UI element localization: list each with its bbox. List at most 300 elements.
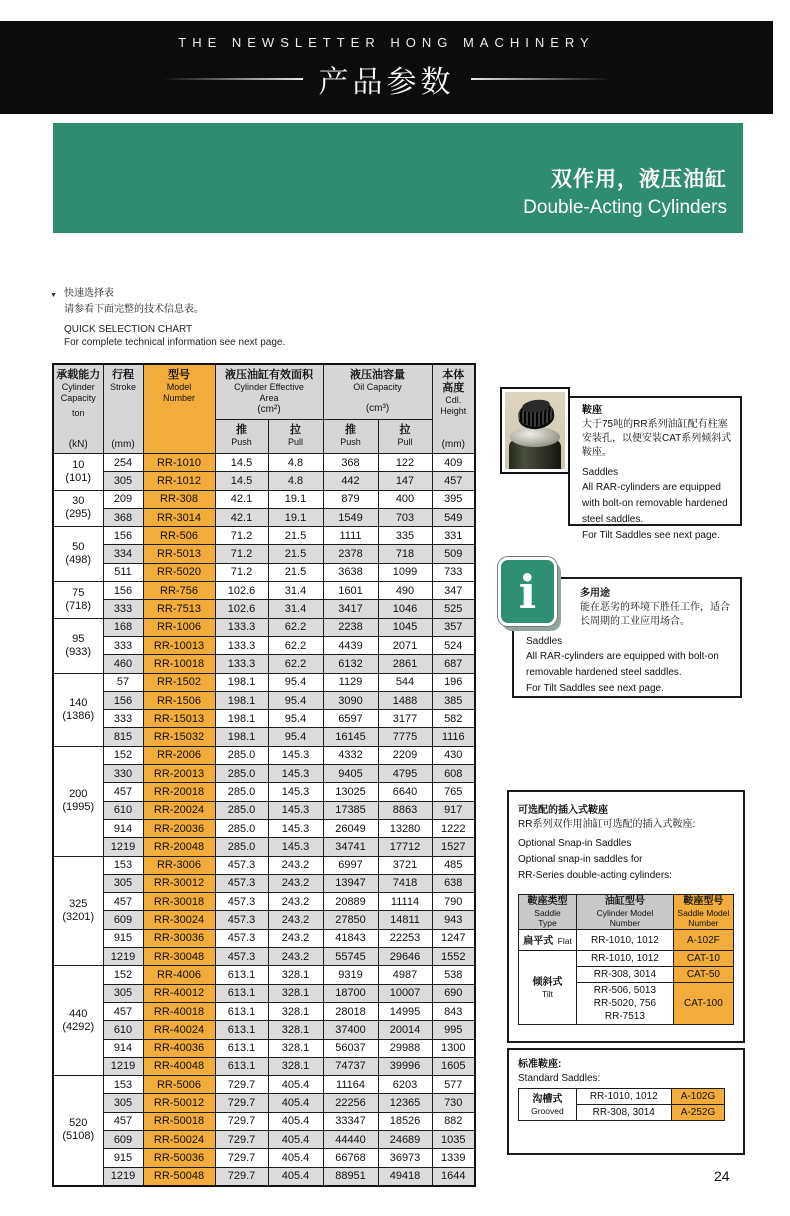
optional-sub-en2: RR-Series double-acting cylinders:: [518, 870, 672, 881]
pull-oil-cell: 3721: [378, 856, 432, 874]
table-row: [53, 1021, 475, 1039]
push-area-cell: 14.5: [215, 472, 268, 490]
pull-oil-cell: 718: [378, 545, 432, 563]
push-oil-cell: 879: [323, 490, 378, 508]
table-row: [53, 1002, 475, 1020]
stroke-cell: 333: [103, 636, 143, 654]
intro-title-zh: 快速选择表: [64, 288, 114, 299]
table-row: [53, 801, 475, 819]
height-cell: 1300: [432, 1039, 475, 1057]
stroke-cell: 609: [103, 911, 143, 929]
push-oil-cell: 22256: [323, 1094, 378, 1112]
push-area-cell: 729.7: [215, 1112, 268, 1130]
stroke-cell: 168: [103, 618, 143, 636]
table-row: [53, 1076, 475, 1094]
stroke-cell: 368: [103, 508, 143, 526]
pull-oil-cell: 490: [378, 582, 432, 600]
height-cell: 943: [432, 911, 475, 929]
table-row: [53, 893, 475, 911]
cylinder-models-cell: RR-1010, 1012: [577, 930, 674, 951]
height-cell: 1339: [432, 1149, 475, 1167]
table-row: [53, 691, 475, 709]
pull-area-cell: 405.4: [268, 1112, 323, 1130]
model-cell: RR-20048: [143, 838, 215, 856]
push-area-cell: 457.3: [215, 856, 268, 874]
page-number: 24: [714, 1168, 730, 1184]
saddle-model-cell: A-102G: [671, 1089, 725, 1105]
height-cell: 525: [432, 600, 475, 618]
optional-sub-en1: Optional snap-in saddles for: [518, 854, 643, 865]
stroke-cell: 914: [103, 819, 143, 837]
cylinder-models-cell: RR-506, 5013 RR-5020, 756 RR-7513: [577, 983, 674, 1025]
height-cell: 395: [432, 490, 475, 508]
push-area-cell: 613.1: [215, 1002, 268, 1020]
table-row: [53, 490, 475, 508]
pull-oil-cell: 4987: [378, 966, 432, 984]
model-cell: RR-30018: [143, 893, 215, 911]
pull-oil-cell: 49418: [378, 1167, 432, 1186]
height-cell: 430: [432, 746, 475, 764]
pull-oil-cell: 22253: [378, 929, 432, 947]
capacity-cell: 95 (933): [53, 618, 103, 673]
standard-saddles-box: [507, 1048, 745, 1155]
versatility-title-zh: 多用途: [580, 588, 610, 599]
model-cell: RR-1506: [143, 691, 215, 709]
model-cell: RR-15032: [143, 728, 215, 746]
model-cell: RR-10013: [143, 636, 215, 654]
pull-oil-cell: 544: [378, 673, 432, 691]
pull-oil-cell: 1045: [378, 618, 432, 636]
capacity-cell: 440 (4292): [53, 966, 103, 1076]
pull-oil-cell: 14995: [378, 1002, 432, 1020]
table-row: [53, 1149, 475, 1167]
optional-sub-zh: RR系列双作用油缸可选配的插入式鞍座:: [518, 819, 696, 830]
push-area-cell: 198.1: [215, 728, 268, 746]
height-cell: 917: [432, 801, 475, 819]
push-oil-cell: 34741: [323, 838, 378, 856]
stroke-cell: 152: [103, 746, 143, 764]
saddles-note-box: [568, 396, 742, 541]
quick-selection-table: [52, 363, 476, 1187]
push-oil-cell: 2378: [323, 545, 378, 563]
height-cell: 549: [432, 508, 475, 526]
model-cell: RR-50018: [143, 1112, 215, 1130]
table-row: [53, 527, 475, 545]
capacity-header: 承载能力 Cylinder Capacity ton (kN): [53, 364, 103, 454]
capacity-cell: 30 (295): [53, 490, 103, 527]
page-title: 产品参数: [318, 65, 455, 99]
pull-oil-cell: 3177: [378, 710, 432, 728]
model-cell: RR-30048: [143, 948, 215, 966]
push-area-cell: 613.1: [215, 984, 268, 1002]
pull-oil-cell: 10007: [378, 984, 432, 1002]
pull-oil-cell: 2071: [378, 636, 432, 654]
versatility-title-en: Saddles: [526, 636, 563, 647]
model-cell: RR-40048: [143, 1057, 215, 1075]
pull-area-cell: 405.4: [268, 1149, 323, 1167]
stroke-cell: 334: [103, 545, 143, 563]
table-row: [53, 984, 475, 1002]
table-row: [53, 819, 475, 837]
capacity-cell: 325 (3201): [53, 856, 103, 966]
model-cell: RR-50012: [143, 1094, 215, 1112]
model-cell: RR-20013: [143, 765, 215, 783]
stroke-cell: 209: [103, 490, 143, 508]
table-row: [53, 1130, 475, 1148]
model-cell: RR-15013: [143, 710, 215, 728]
pull-oil-cell: 12365: [378, 1094, 432, 1112]
model-cell: RR-1502: [143, 673, 215, 691]
model-cell: RR-20024: [143, 801, 215, 819]
push-oil-cell: 74737: [323, 1057, 378, 1075]
stroke-header: 行程 Stroke (mm): [103, 364, 143, 454]
pull-area-cell: 328.1: [268, 1002, 323, 1020]
stroke-cell: 305: [103, 472, 143, 490]
pull-area-cell: 405.4: [268, 1130, 323, 1148]
stroke-cell: 305: [103, 984, 143, 1002]
pull-area-cell: 145.3: [268, 838, 323, 856]
standard-title-zh: 标准鞍座:: [518, 1059, 562, 1070]
push-area-cell: 198.1: [215, 673, 268, 691]
push-oil-cell: 55745: [323, 948, 378, 966]
push-oil-cell: 6132: [323, 655, 378, 673]
height-cell: 524: [432, 636, 475, 654]
intro-sub-en: For complete technical information see next page.: [64, 337, 286, 348]
model-header: 型号 Model Number: [143, 364, 215, 454]
stroke-cell: 156: [103, 582, 143, 600]
pull-area-cell: 21.5: [268, 563, 323, 581]
cylinder-models-cell: RR-1010, 1012: [577, 951, 674, 967]
saddles-body-en2: For Tilt Saddles see next page.: [582, 530, 720, 541]
table-row: [53, 618, 475, 636]
push-oil-cell: 27850: [323, 911, 378, 929]
table-row: [53, 454, 475, 472]
intro-block: [50, 287, 285, 349]
push-oil-cell: 6997: [323, 856, 378, 874]
push-area-cell: 14.5: [215, 454, 268, 472]
model-cell: RR-5013: [143, 545, 215, 563]
push-area-cell: 457.3: [215, 911, 268, 929]
capacity-cell: 520 (5108): [53, 1076, 103, 1186]
push-oil-cell: 9319: [323, 966, 378, 984]
stroke-cell: 457: [103, 783, 143, 801]
pull-oil-cell: 1046: [378, 600, 432, 618]
saddle-photo-image: [505, 392, 565, 469]
height-cell: 730: [432, 1094, 475, 1112]
height-cell: 196: [432, 673, 475, 691]
push-area-cell: 133.3: [215, 655, 268, 673]
pull-area-cell: 4.8: [268, 454, 323, 472]
table-row: [53, 600, 475, 618]
table-row: [53, 948, 475, 966]
height-cell: 347: [432, 582, 475, 600]
table-row: [53, 929, 475, 947]
model-cell: RR-1006: [143, 618, 215, 636]
pull-area-cell: 328.1: [268, 984, 323, 1002]
model-cell: RR-40012: [143, 984, 215, 1002]
stroke-cell: 305: [103, 874, 143, 892]
table-row: [53, 582, 475, 600]
model-cell: RR-5006: [143, 1076, 215, 1094]
height-cell: 882: [432, 1112, 475, 1130]
push-oil-cell: 1129: [323, 673, 378, 691]
height-cell: 608: [432, 765, 475, 783]
standard-title-en: Standard Saddles:: [518, 1073, 601, 1084]
saddles-title-en: Saddles: [582, 467, 619, 478]
model-cell: RR-30012: [143, 874, 215, 892]
pull-area-cell: 145.3: [268, 819, 323, 837]
push-oil-cell: 3417: [323, 600, 378, 618]
optional-title-en: Optional Snap-in Saddles: [518, 838, 632, 849]
pull-oil-cell: 13280: [378, 819, 432, 837]
pull-oil-cell: 703: [378, 508, 432, 526]
pull-area-cell: 405.4: [268, 1094, 323, 1112]
model-cell: RR-4006: [143, 966, 215, 984]
versatility-body-en2: For Tilt Saddles see next page.: [526, 683, 664, 694]
pull-oil-cell: 18526: [378, 1112, 432, 1130]
pull-oil-cell: 24689: [378, 1130, 432, 1148]
pull-area-cell: 62.2: [268, 636, 323, 654]
height-cell: 995: [432, 1021, 475, 1039]
model-cell: RR-50036: [143, 1149, 215, 1167]
newsletter-kicker: THE NEWSLETTER HONG MACHINERY: [178, 34, 595, 50]
saddle-model-cell: A-252G: [671, 1105, 725, 1121]
stroke-cell: 152: [103, 966, 143, 984]
height-cell: 687: [432, 655, 475, 673]
pull-oil-cell: 29988: [378, 1039, 432, 1057]
stroke-cell: 915: [103, 929, 143, 947]
saddle-type-cell: 扁平式 Flat: [519, 930, 577, 951]
versatility-body-zh: 能在恶劣的环境下胜任工作，适合长周期的工业应用场合。: [580, 602, 730, 627]
stroke-cell: 333: [103, 600, 143, 618]
stroke-cell: 457: [103, 893, 143, 911]
saddle-type-cell: 沟槽式 Grooved: [519, 1089, 577, 1121]
height-header: 本体 高度 Cdl. Height (mm): [432, 364, 475, 454]
height-cell: 733: [432, 563, 475, 581]
push-oil-cell: 88951: [323, 1167, 378, 1186]
table-row: [53, 783, 475, 801]
push-area-cell: 285.0: [215, 783, 268, 801]
push-area-cell: 457.3: [215, 893, 268, 911]
push-area-cell: 457.3: [215, 874, 268, 892]
table-row: [519, 1089, 725, 1105]
push-area-cell: 729.7: [215, 1149, 268, 1167]
stroke-cell: 914: [103, 1039, 143, 1057]
saddles-title-zh: 鞍座: [582, 405, 602, 416]
pull-area-cell: 405.4: [268, 1167, 323, 1186]
push-oil-cell: 13947: [323, 874, 378, 892]
model-cell: RR-756: [143, 582, 215, 600]
table-row: [53, 856, 475, 874]
push-area-cell: 285.0: [215, 765, 268, 783]
push-area-cell: 285.0: [215, 801, 268, 819]
pull-area-cell: 31.4: [268, 582, 323, 600]
push-area-cell: 198.1: [215, 710, 268, 728]
pull-oil-cell: 7775: [378, 728, 432, 746]
pull-oil-cell: 14811: [378, 911, 432, 929]
pull-area-cell: 21.5: [268, 527, 323, 545]
push-oil-cell: 9405: [323, 765, 378, 783]
height-cell: 1552: [432, 948, 475, 966]
height-cell: 1116: [432, 728, 475, 746]
model-cell: RR-20018: [143, 783, 215, 801]
optional-saddles-table: [518, 894, 734, 1025]
push-oil-cell: 4439: [323, 636, 378, 654]
stroke-cell: 610: [103, 1021, 143, 1039]
push-area-cell: 42.1: [215, 490, 268, 508]
pull-area-cell: 62.2: [268, 618, 323, 636]
pull-area-cell: 19.1: [268, 490, 323, 508]
table-row: [53, 1094, 475, 1112]
push-oil-cell: 1111: [323, 527, 378, 545]
height-cell: 582: [432, 710, 475, 728]
height-cell: 1527: [432, 838, 475, 856]
push-oil-cell: 368: [323, 454, 378, 472]
table-row: [519, 930, 734, 951]
stroke-cell: 156: [103, 691, 143, 709]
model-cell: RR-1012: [143, 472, 215, 490]
pull-oil-cell: 17712: [378, 838, 432, 856]
pull-oil-cell: 1488: [378, 691, 432, 709]
pull-area-cell: 243.2: [268, 893, 323, 911]
optional-saddles-box: [507, 790, 745, 1043]
table-row: [53, 966, 475, 984]
model-cell: RR-40024: [143, 1021, 215, 1039]
pull-oil-cell: 400: [378, 490, 432, 508]
cylinder-models-cell: RR-308, 3014: [576, 1105, 671, 1121]
height-cell: 409: [432, 454, 475, 472]
model-cell: RR-30036: [143, 929, 215, 947]
push-oil-cell: 442: [323, 472, 378, 490]
table-row: [53, 710, 475, 728]
table-row: [53, 728, 475, 746]
table-row: [53, 1112, 475, 1130]
pull-oil-cell: 6640: [378, 783, 432, 801]
stroke-cell: 57: [103, 673, 143, 691]
height-cell: 485: [432, 856, 475, 874]
pull-area-cell: 243.2: [268, 874, 323, 892]
pull-oil-cell: 2209: [378, 746, 432, 764]
push-oil-cell: 4332: [323, 746, 378, 764]
push-area-cell: 198.1: [215, 691, 268, 709]
push-area-cell: 71.2: [215, 527, 268, 545]
push-oil-cell: 56037: [323, 1039, 378, 1057]
height-cell: 1035: [432, 1130, 475, 1148]
push-area-cell: 613.1: [215, 1021, 268, 1039]
model-cell: RR-10018: [143, 655, 215, 673]
stroke-cell: 1219: [103, 948, 143, 966]
pull-oil-subheader: 拉 Pull: [378, 419, 432, 453]
table-row: [53, 655, 475, 673]
push-oil-cell: 41843: [323, 929, 378, 947]
pull-area-cell: 145.3: [268, 783, 323, 801]
pull-oil-cell: 6203: [378, 1076, 432, 1094]
saddle-model-cell: A-102F: [673, 930, 733, 951]
push-area-cell: 285.0: [215, 838, 268, 856]
stroke-cell: 511: [103, 563, 143, 581]
pull-oil-cell: 147: [378, 472, 432, 490]
push-area-cell: 133.3: [215, 618, 268, 636]
pull-area-cell: 95.4: [268, 728, 323, 746]
capacity-cell: 10 (101): [53, 454, 103, 491]
oil-capacity-header: 液压油容量 Oil Capacity (cm³): [323, 364, 432, 419]
saddle-type-header: 鞍座类型 Saddle Type: [519, 895, 577, 930]
push-area-cell: 613.1: [215, 1039, 268, 1057]
pull-oil-cell: 7418: [378, 874, 432, 892]
intro-sub-zh: 请参看下面完整的技术信息表。: [64, 304, 204, 315]
table-row: [519, 951, 734, 967]
height-cell: 1644: [432, 1167, 475, 1186]
model-cell: RR-30024: [143, 911, 215, 929]
height-cell: 457: [432, 472, 475, 490]
height-cell: 1247: [432, 929, 475, 947]
push-oil-cell: 28018: [323, 1002, 378, 1020]
table-row: [53, 911, 475, 929]
stroke-cell: 1219: [103, 1057, 143, 1075]
stroke-cell: 254: [103, 454, 143, 472]
pull-area-cell: 95.4: [268, 673, 323, 691]
saddle-model-cell: CAT-100: [673, 983, 733, 1025]
pull-oil-cell: 20014: [378, 1021, 432, 1039]
pull-area-subheader: 拉 Pull: [268, 419, 323, 453]
pull-oil-cell: 4795: [378, 765, 432, 783]
capacity-cell: 200 (1995): [53, 746, 103, 856]
stroke-cell: 153: [103, 856, 143, 874]
height-cell: 385: [432, 691, 475, 709]
stroke-cell: 460: [103, 655, 143, 673]
versatility-body-en1: All RAR-cylinders are equipped with bolt-on removable hardened steel saddles.: [526, 651, 719, 678]
push-oil-cell: 17385: [323, 801, 378, 819]
model-cell: RR-7513: [143, 600, 215, 618]
model-cell: RR-308: [143, 490, 215, 508]
stroke-cell: 457: [103, 1112, 143, 1130]
title-row: [163, 57, 611, 101]
model-cell: RR-50024: [143, 1130, 215, 1148]
pull-oil-cell: 11114: [378, 893, 432, 911]
pull-oil-cell: 122: [378, 454, 432, 472]
push-area-cell: 42.1: [215, 508, 268, 526]
top-banner: [0, 21, 773, 114]
push-oil-cell: 2238: [323, 618, 378, 636]
pull-area-cell: 328.1: [268, 1039, 323, 1057]
pull-oil-cell: 39996: [378, 1057, 432, 1075]
pull-oil-cell: 29646: [378, 948, 432, 966]
height-cell: 690: [432, 984, 475, 1002]
height-cell: 790: [432, 893, 475, 911]
height-cell: 765: [432, 783, 475, 801]
optional-title-zh: 可选配的插入式鞍座: [518, 805, 608, 816]
push-oil-cell: 16145: [323, 728, 378, 746]
height-cell: 638: [432, 874, 475, 892]
info-icon: i: [498, 557, 557, 626]
model-cell: RR-2006: [143, 746, 215, 764]
push-area-cell: 285.0: [215, 819, 268, 837]
model-cell: RR-1010: [143, 454, 215, 472]
table-row: [53, 874, 475, 892]
height-cell: 577: [432, 1076, 475, 1094]
capacity-cell: 140 (1386): [53, 673, 103, 746]
push-oil-cell: 44440: [323, 1130, 378, 1148]
pull-area-cell: 19.1: [268, 508, 323, 526]
table-row: [53, 636, 475, 654]
pull-area-cell: 4.8: [268, 472, 323, 490]
table-row: [53, 545, 475, 563]
saddle-model-header: 鞍座型号 Saddle Model Number: [673, 895, 733, 930]
stroke-cell: 609: [103, 1130, 143, 1148]
height-cell: 1605: [432, 1057, 475, 1075]
push-oil-cell: 37400: [323, 1021, 378, 1039]
banner-title-zh: 双作用，液压油缸: [551, 168, 727, 191]
